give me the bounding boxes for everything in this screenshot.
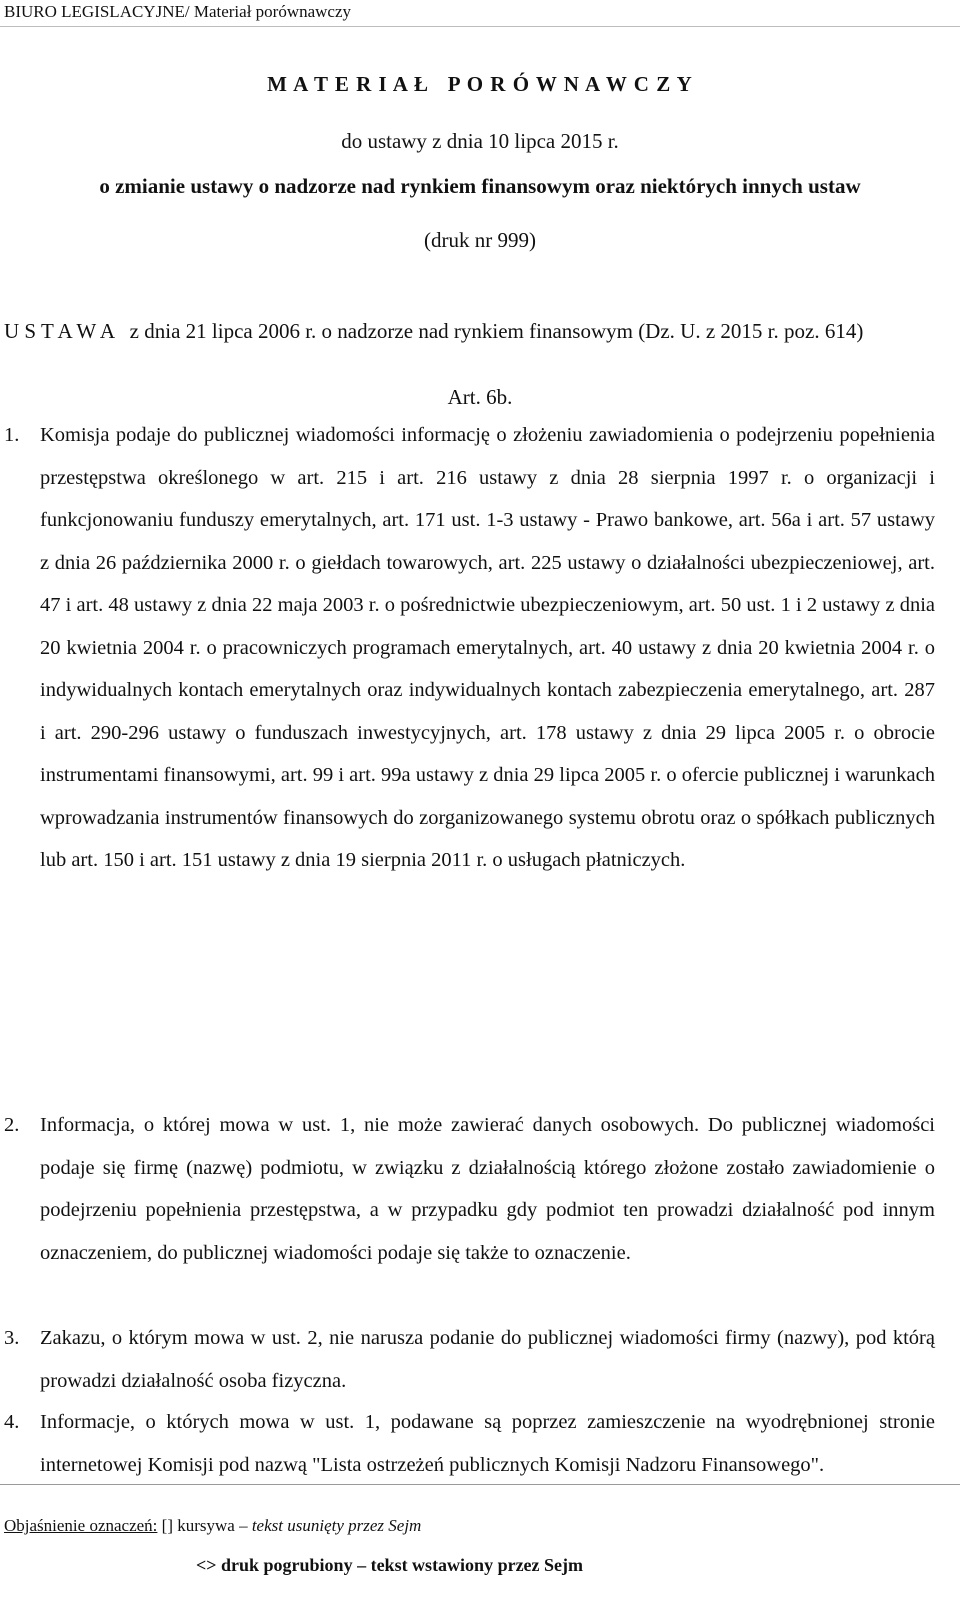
paragraph-2 <box>0 1104 960 1274</box>
article-heading: Art. 6b. <box>447 385 513 409</box>
paragraph-text: Informacje, o których mowa w ust. 1, podawane są poprzez zamieszczenie na wyodrębnionej stronie internetowej Komisji pod nazwą "Lista ostrzeżeń publicznych Komisji Nadzoru Finansowego". <box>40 1411 935 1476</box>
footer-divider <box>0 1484 960 1485</box>
document-title: M A T E R I A Ł P O R Ó W N A W C Z Y <box>267 72 693 96</box>
legend-italic-key: [] kursywa – <box>161 1516 252 1535</box>
legend-label: Objaśnienie oznaczeń: <box>4 1516 158 1535</box>
legend-line-1 <box>4 1516 421 1536</box>
legend-italic-desc: tekst usunięty przez Sejm <box>251 1516 422 1535</box>
paragraph-3 <box>0 1317 960 1402</box>
paragraph-1 <box>0 414 960 882</box>
paragraph-text: Informacja, o której mowa w ust. 1, nie może zawierać danych osobowych. Do publicznej wiadomości podaje się firmę (nazwę) podmiotu, w związku z działalnością którego złożone zostało zawiadomienie o podejrzeniu popełnienia przestępstwa, a w przypadku gdy podmiot ten prowadzi działalność pod innym oznaczeniem, do publicznej wiadomości podaje się także to oznaczenie. <box>40 1114 935 1264</box>
paragraph-number: 4. <box>4 1411 20 1433</box>
paragraph-text: Komisja podaje do publicznej wiadomości informację o złożeniu zawiadomienia o podejrzeniu popełnienia przestępstwa określonego w art. 215 i art. 216 ustawy z dnia 28 sierpnia 1997 r. o organizacji i funkcjonowaniu funduszy emerytalnych, art. 171 ust. 1-3 ustawy - Prawo bankowe, art. 56a i art. 57 ustawy z dnia 26 października 2000 r. o giełdach towarowych, art. 225 ustawy o działalności ubezpieczeniowej, art. 47 i art. 48 ustawy z dnia 22 maja 2003 r. o pośrednictwie ubezpieczeniowym, art. 50 ust. 1 i 2 ustawy z dnia 20 kwietnia 2004 r. o pracowniczych programach emerytalnych, art. 40 ustawy z dnia 20 kwietnia 2004 r. o indywidualnych kontach emerytalnych oraz indywidualnych kontach zabezpieczenia emerytalnego, art. 287 i art. 290-296 ustawy o funduszach inwestycyjnych, art. 178 ustawy z dnia 29 lipca 2005 r. o obrocie instrumentami finansowymi, art. 99 i art. 99a ustawy z dnia 29 lipca 2005 r. o ofercie publicznej i warunkach wprowadzania instrumentów finansowych do zorganizowanego systemu obrotu oraz o spółkach publicznych lub art. 150 i art. 151 ustawy z dnia 19 sierpnia 2011 r. o usługach płatniczych. <box>40 424 935 871</box>
paragraph-number: 2. <box>4 1114 20 1136</box>
document-subtitle: do ustawy z dnia 10 lipca 2015 r. <box>341 129 619 153</box>
paragraph-number: 3. <box>4 1327 20 1349</box>
header-text: BIURO LEGISLACYJNE/ Materiał porównawczy <box>4 2 352 21</box>
statute-reference: U S T A W A z dnia 21 lipca 2006 r. o nadzorze nad rynkiem finansowym (Dz. U. z 2015 r. poz. 614) <box>4 319 864 343</box>
paragraph-text: Zakazu, o którym mowa w ust. 2, nie narusza podanie do publicznej wiadomości firmy (nazwy), pod którą prowadzi działalność osoba fizyczna. <box>40 1327 935 1392</box>
document-subject: o zmianie ustawy o nadzorze nad rynkiem finansowym oraz niektórych innych ustaw <box>99 174 861 198</box>
print-number: (druk nr 999) <box>424 228 536 252</box>
page-header <box>0 0 960 27</box>
paragraph-number: 1. <box>4 424 20 446</box>
legend-line-2: <> druk pogrubiony – tekst wstawiony przez Sejm <box>196 1555 584 1575</box>
paragraph-4 <box>0 1401 960 1486</box>
